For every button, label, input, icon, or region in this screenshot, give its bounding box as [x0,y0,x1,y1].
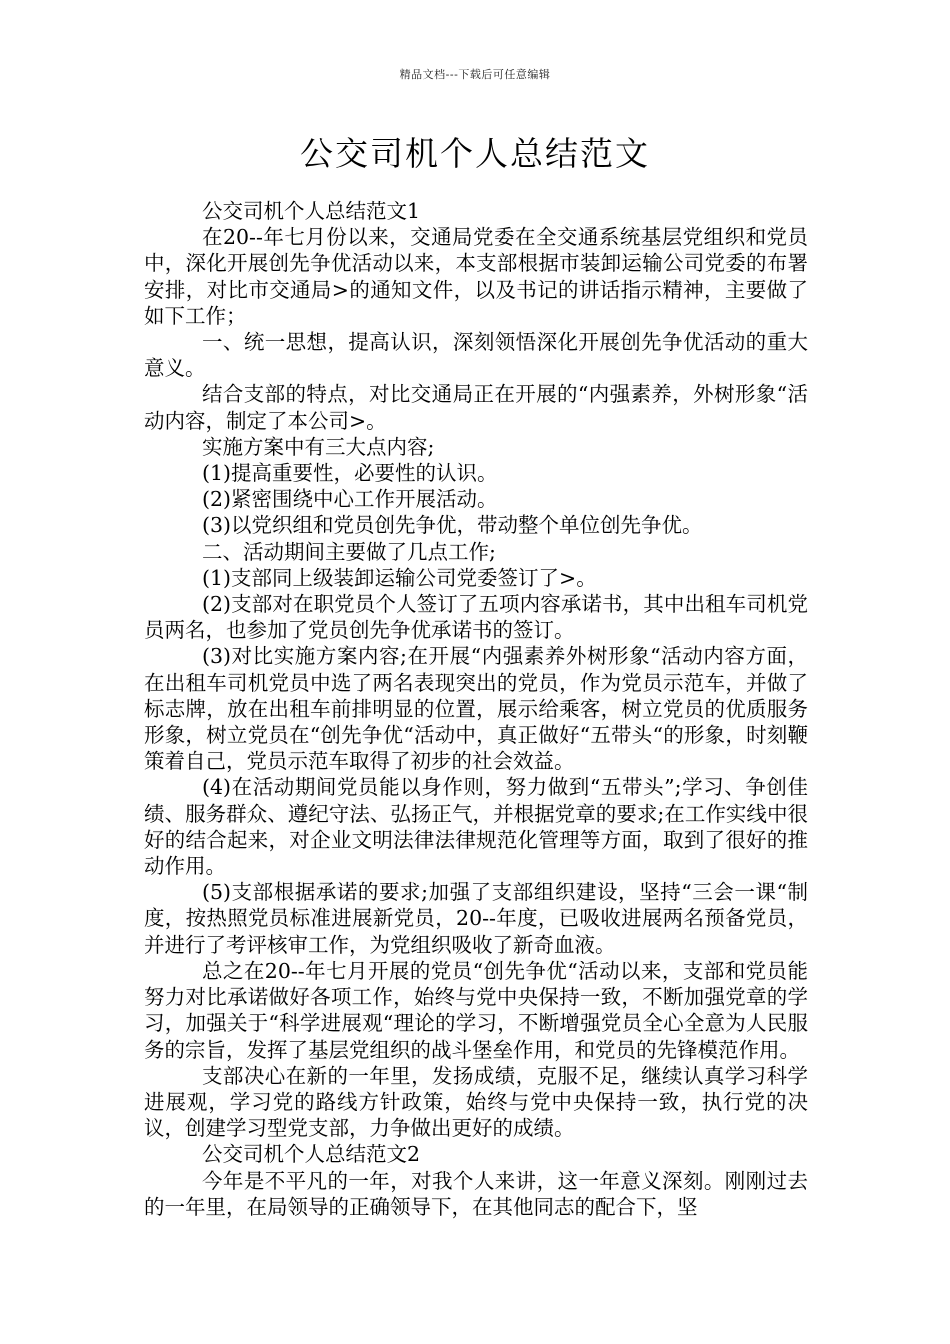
document-body [144,198,808,1220]
section-heading: 公交司机个人总结范文2 [202,1142,421,1167]
paragraph: (2)紧密围绕中心工作开展活动。 [202,487,498,512]
paragraph: 二、活动期间主要做了几点工作; [202,539,496,564]
paragraph: 结合支部的特点，对比交通局正在开展的“内强素养，外树形象“活动内容，制定了本公司>。 [144,382,808,433]
paragraph: 实施方案中有三大点内容; [202,434,435,459]
paragraph: (1)支部同上级装卸运输公司党委签订了>。 [202,565,597,590]
paragraph: (5)支部根据承诺的要求;加强了支部组织建设，坚持“三会一课“制度，按热照党员标准进展新党员，20--年度，已吸收进展两名预备党员，并进行了考评核审工作，为党组织吸收了新奇血液。 [144,880,808,957]
paragraph: (4)在活动期间党员能以身作则，努力做到“五带头”;学习、争创佳绩、服务群众、遵纪守法、弘扬正气，并根据党章的要求;在工作实线中很好的结合起来，对企业文明法律法律规范化管理等方面，取到了很好的推动作用。 [144,775,808,879]
paragraph: 支部决心在新的一年里，发扬成绩，克服不足，继续认真学习科学进展观，学习党的路线方针政策，始终与党中央保持一致，执行党的决议，创建学习型党支部，力争做出更好的成绩。 [144,1063,808,1141]
paragraph: (1)提高重要性，必要性的认识。 [202,461,498,486]
paragraph: (3)对比实施方案内容;在开展“内强素养外树形象“活动内容方面，在出租车司机党员中选了两名表现突出的党员，作为党员示范车，并做了标志牌，放在出租车前排明显的位置，展示给乘客，树立党员的优质服务形象，树立党员在“创先争优“活动中，真正做好“五带头“的形象，时刻鞭策着自己，党员示范车取得了初步的社会效益。 [144,644,808,774]
header-note: 精品文档---下载后可任意编辑 [399,68,551,81]
section-heading: 公交司机个人总结范文1 [202,199,421,223]
paragraph: (3)以党织组和党员创先争优，带动整个单位创先争优。 [202,513,703,538]
paragraph: 今年是不平凡的一年，对我个人来讲，这一年意义深刻。刚刚过去的一年里，在局领导的正确领导下，在其他同志的配合下，坚 [144,1168,808,1219]
paragraph: 在20--年七月份以来，交通局党委在全交通系统基层党组织和党员中，深化开展创先争优活动以来，本支部根据市装卸运输公司党委的布署安排，对比市交通局>的通知文件，以及书记的讲话指示精神，主要做了如下工作； [144,225,808,328]
paragraph: 总之在20--年七月开展的党员“创先争优“活动以来，支部和党员能努力对比承诺做好各项工作，始终与党中央保持一致，不断加强党章的学习，加强关于“科学进展观“理论的学习，不断增强党员全心全意为人民服务的宗旨，发挥了基层党组织的战斗堡垒作用，和党员的先锋模范作用。 [144,958,808,1062]
paragraph: (2)支部对在职党员个人签订了五项内容承诺书，其中出租车司机党员两名，也参加了党员创先争优承诺书的签订。 [144,592,808,643]
document-title: 公交司机个人总结范文 [300,134,650,173]
paragraph: 一、统一思想，提高认识，深刻领悟深化开展创先争优活动的重大意义。 [144,330,808,381]
